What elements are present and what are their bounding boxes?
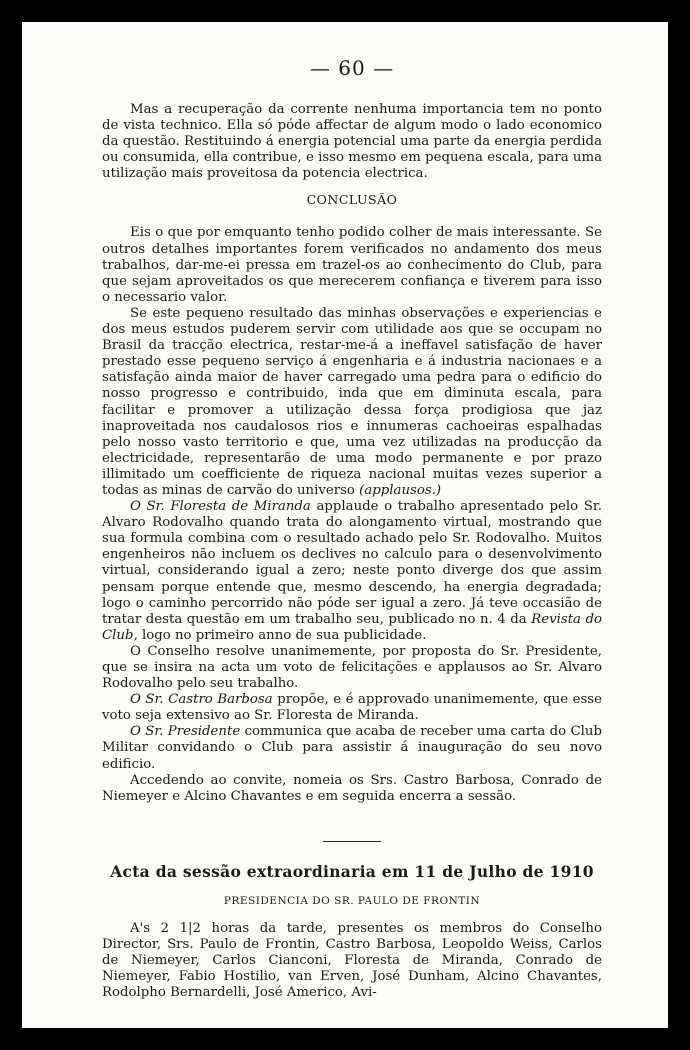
section-divider: [323, 841, 381, 842]
paragraph-presidente: [102, 724, 602, 772]
page-content: [102, 56, 602, 1001]
paragraph-conselho: O Conselho resolve unanimemente, por proposta do Sr. Presidente, que se insira na acta um voto de felicitações e applausos ao Sr. Alvaro Rodovalho pelo seu trabalho.: [102, 643, 602, 692]
paragraph-conclusion-2: [102, 306, 602, 499]
paragraph-recuperacao: Mas a recuperação da corrente nenhuma importancia tem no ponto de vista technico. Ella só póde affectar de algum modo o lado economico da questão. Restituindo á energia potencial uma parte da energia perdida ou consumida, ella contribue, e isso mesmo em pequena escala, para uma utilização mais proveitosa da potencia electrica.: [102, 102, 602, 182]
applause-note: (applausos.): [359, 482, 442, 498]
speaker-presidente: O Sr. Presidente: [130, 724, 241, 740]
speaker-castro: O Sr. Castro Barbosa: [130, 692, 273, 708]
paragraph-final: A's 2 1|2 horas da tarde, presentes os membros do Conselho Director, Srs. Paulo de Frontin, Castro Barbosa, Leopoldo Weiss, Carlos de Niemeyer, Carlos Cianconi, Floresta de Miranda, Conrado de Niemeyer, Fabio Hostilio, van Erven, José Dunham, Alcino Chavantes, Rodolpho Bernardelli, José Americo, Avi-: [102, 920, 602, 1001]
presidente-text: communica que acaba de receber uma carta do Club Militar convidando o Club para assistir á inauguração do seu novo edificio.: [102, 724, 602, 772]
castro-text: propõe, e é approvado unanimemente, que esse voto seja extensivo ao Sr. Floresta de Miranda.: [102, 692, 602, 724]
paragraph-floresta: [102, 499, 602, 644]
paragraph-accedendo: Accedendo ao convite, nomeia os Srs. Castro Barbosa, Conrado de Niemeyer e Alcino Chavantes e em seguida encerra a sessão.: [102, 772, 602, 804]
paragraph-castro: [102, 692, 602, 724]
page-number: — 60 —: [309, 56, 395, 80]
floresta-text: applaude o trabalho apresentado pelo Sr. Alvaro Rodovalho quando trata do alongamento virtual, mostrando que sua formula combina com o resultado achado pelo Sr. Rodovalho. Muitos engenheiros não incluem os declives no calculo para o desenvolvimento virtual, considerando igual a zero; neste ponto diverge dos que assim pensam porque entende que, mesmo descendo, ha energia degradada; logo o caminho percorrido não póde ser igual a zero. Já teve occasião de tratar desta questão em um trabalho seu, publicado no n. 4 da: [102, 499, 602, 627]
document-page: [22, 22, 668, 1028]
speaker-floresta: O Sr. Floresta de Miranda: [130, 499, 311, 515]
section-heading-conclusao: CONCLUSÃO: [306, 192, 398, 208]
floresta-text-end: logo no primeiro anno de sua publicidade.: [137, 627, 427, 643]
conclusion-2-text: Se este pequeno resultado das minhas observações e experiencias e dos meus estudos puderem servir com utilidade aos que se occupam no Brasil da tracção electrica, restar-me-á a ineffavel satisfação de haver prestado esse pequeno serviço á engenharia e á industria nacionaes e a satisfação ainda maior de haver carregado uma pedra para o edificio do nosso progresso e contribuido, inda que em diminuta escala, para facilitar e promover a utilização dessa força prodigiosa que jaz inaproveitada nos caudalosos rios e innumeras cachoeiras espalhadas pelo nosso vasto territorio e que, uma vez utilizadas na producção da electricidade, representarão de uma modo permanente e por prazo illimitado um coefficiente de riqueza nacional muitas vezes superior a todas as minas de carvão do universo: [102, 305, 602, 498]
paragraph-conclusion-1: Eis o que por emquanto tenho podido colher de mais interessante. Se outros detalhes importantes forem verificados no andamento dos meus trabalhos, dar-me-ei pressa em trazel-os ao conhecimento do Club, para que sejam aproveitados os que merecerem confiança e tiverem para isso o necessario valor.: [102, 225, 602, 305]
presidencia-subtitle: PRESIDENCIA DO SR. PAULO DE FRONTIN: [223, 894, 481, 907]
acta-title: Acta da sessão extraordinaria em 11 de Julho de 1910: [110, 861, 594, 881]
journal-title: Revista do Club,: [102, 611, 603, 643]
